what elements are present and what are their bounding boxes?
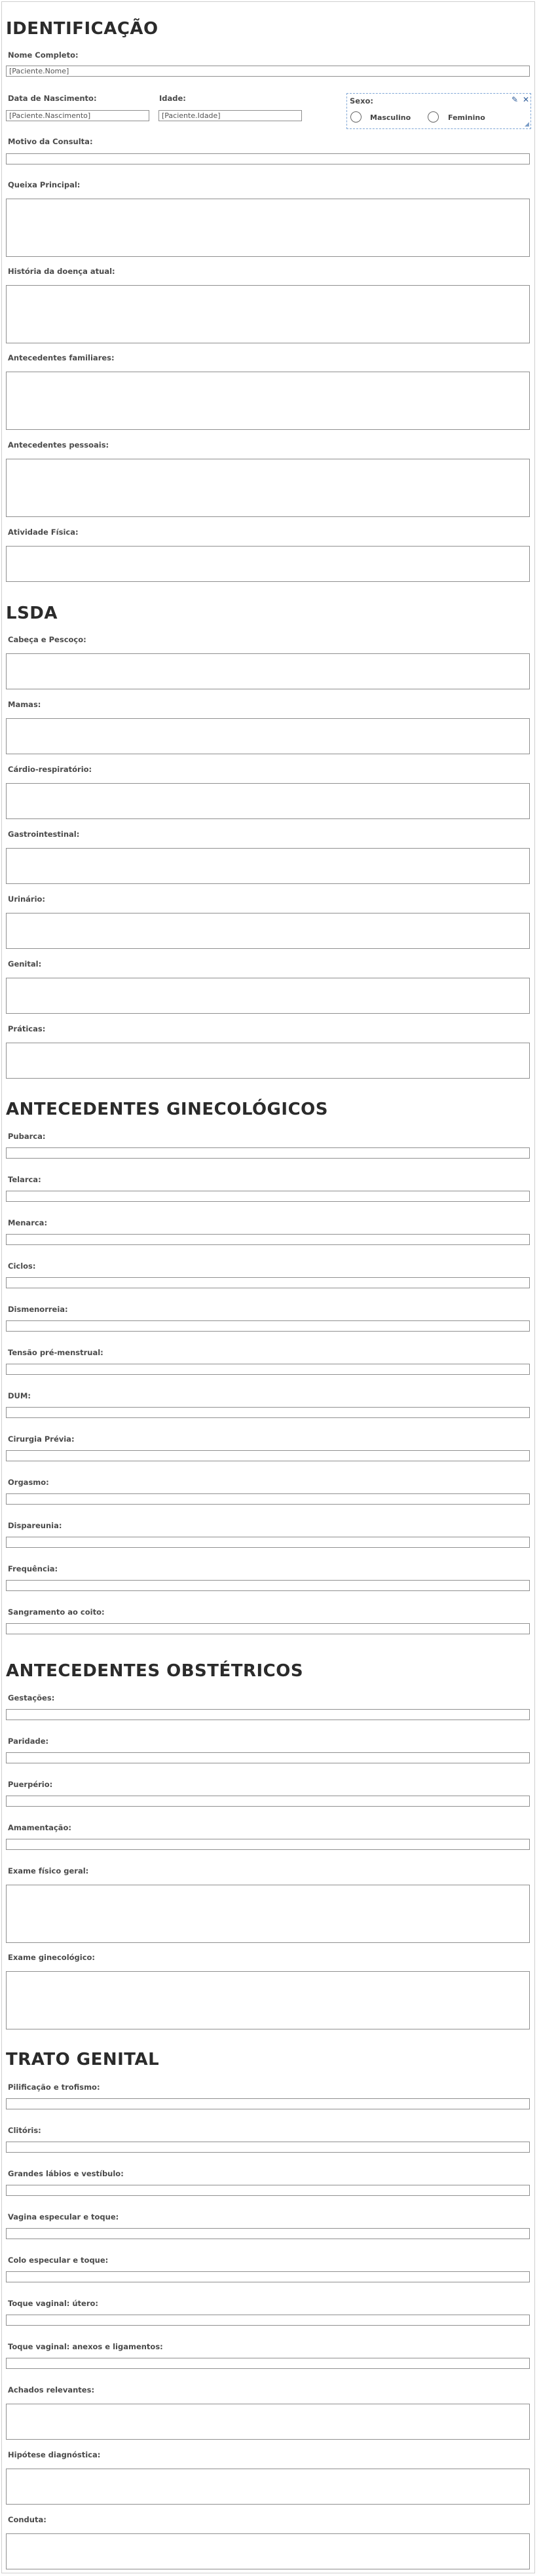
radio-feminino[interactable] — [428, 111, 439, 123]
hipotese-label: Hipótese diagnóstica: — [8, 2450, 101, 2459]
section-title-lsda: LSDA — [6, 604, 58, 623]
gineco-label: Dispareunia: — [8, 1521, 62, 1530]
historia-label: História da doença atual: — [8, 267, 115, 276]
radio-masculino-label: Masculino — [370, 113, 411, 122]
obstetricos-field[interactable] — [6, 1839, 530, 1850]
lsda-label: Urinário: — [8, 894, 46, 904]
lsda-textarea[interactable] — [6, 978, 530, 1014]
trato-label: Pilificação e trofismo: — [8, 2083, 100, 2092]
nascimento-label: Data de Nascimento: — [8, 94, 97, 103]
conduta-textarea[interactable] — [6, 2533, 530, 2569]
achados-textarea[interactable] — [6, 2404, 530, 2440]
gineco-field[interactable] — [6, 1537, 530, 1548]
obstetricos-field[interactable] — [6, 1752, 530, 1763]
gineco-field[interactable] — [6, 1320, 530, 1332]
gineco-field[interactable] — [6, 1147, 530, 1159]
trato-field[interactable] — [6, 2271, 530, 2282]
gineco-field[interactable] — [6, 1580, 530, 1591]
obstetricos-label: Gestações: — [8, 1693, 55, 1702]
section-title-obstetricos: ANTECEDENTES OBSTÉTRICOS — [6, 1661, 304, 1681]
section-title-identificacao: IDENTIFICAÇÃO — [6, 19, 158, 39]
gineco-label: Pubarca: — [8, 1132, 46, 1141]
queixa-label: Queixa Principal: — [8, 180, 81, 189]
obstetricos-label: Puerpério: — [8, 1780, 53, 1789]
lsda-textarea[interactable] — [6, 913, 530, 949]
trato-label: Clitóris: — [8, 2126, 41, 2135]
idade-field[interactable]: [Paciente.Idade] — [158, 110, 302, 121]
resize-handle-icon[interactable]: ◢ — [525, 121, 529, 128]
section-title-trato: TRATO GENITAL — [6, 2050, 160, 2069]
edit-icon[interactable]: ✎ — [511, 95, 519, 104]
gineco-label: Cirurgia Prévia: — [8, 1434, 75, 1444]
sexo-group — [346, 93, 531, 129]
nome-field[interactable]: [Paciente.Nome] — [6, 66, 530, 77]
gineco-label: Sangramento ao coito: — [8, 1607, 105, 1617]
gineco-label: Menarca: — [8, 1218, 48, 1227]
gineco-label: Ciclos: — [8, 1261, 36, 1271]
gineco-label: Tensão pré-menstrual: — [8, 1348, 103, 1357]
lsda-textarea[interactable] — [6, 783, 530, 819]
gineco-field[interactable] — [6, 1450, 530, 1461]
trato-field[interactable] — [6, 2315, 530, 2326]
gineco-field[interactable] — [6, 1407, 530, 1418]
obstetricos-field[interactable] — [6, 1796, 530, 1807]
trato-label: Toque vaginal: anexos e ligamentos: — [8, 2342, 163, 2351]
gineco-field[interactable] — [6, 1623, 530, 1634]
gineco-label: Orgasmo: — [8, 1478, 49, 1487]
lsda-label: Gastrointestinal: — [8, 830, 80, 839]
trato-field[interactable] — [6, 2142, 530, 2153]
obstetricos-field[interactable] — [6, 1709, 530, 1720]
atividade-textarea[interactable] — [6, 546, 530, 582]
lsda-label: Práticas: — [8, 1024, 46, 1033]
gineco-label: Dismenorreia: — [8, 1305, 68, 1314]
lsda-textarea[interactable] — [6, 718, 530, 754]
exame-gineco-textarea[interactable] — [6, 1971, 530, 2029]
hipotese-textarea[interactable] — [6, 2469, 530, 2505]
radio-masculino[interactable] — [350, 111, 362, 123]
lsda-textarea[interactable] — [6, 848, 530, 884]
trato-label: Grandes lábios e vestíbulo: — [8, 2169, 124, 2178]
familiares-textarea[interactable] — [6, 372, 530, 430]
historia-textarea[interactable] — [6, 285, 530, 343]
pessoais-label: Antecedentes pessoais: — [8, 440, 109, 450]
exame-geral-label: Exame físico geral: — [8, 1866, 89, 1875]
queixa-textarea[interactable] — [6, 199, 530, 257]
familiares-label: Antecedentes familiares: — [8, 353, 115, 362]
gineco-label: Telarca: — [8, 1175, 41, 1184]
exame-geral-textarea[interactable] — [6, 1885, 530, 1943]
achados-label: Achados relevantes: — [8, 2385, 95, 2394]
trato-label: Toque vaginal: útero: — [8, 2299, 99, 2308]
pessoais-textarea[interactable] — [6, 459, 530, 517]
obstetricos-label: Amamentação: — [8, 1823, 71, 1832]
gineco-field[interactable] — [6, 1277, 530, 1288]
gineco-field[interactable] — [6, 1191, 530, 1202]
trato-label: Colo especular e toque: — [8, 2256, 109, 2265]
gineco-field[interactable] — [6, 1493, 530, 1505]
form-page — [1, 1, 535, 2573]
motivo-field[interactable] — [6, 153, 530, 164]
sexo-label: Sexo: — [350, 96, 373, 106]
lsda-label: Cárdio-respiratório: — [8, 765, 92, 774]
conduta-label: Conduta: — [8, 2515, 46, 2524]
lsda-label: Genital: — [8, 959, 42, 969]
lsda-label: Mamas: — [8, 700, 41, 709]
nome-label: Nome Completo: — [8, 50, 79, 60]
trato-field[interactable] — [6, 2228, 530, 2239]
obstetricos-label: Paridade: — [8, 1737, 49, 1746]
atividade-label: Atividade Física: — [8, 528, 79, 537]
idade-label: Idade: — [159, 94, 186, 103]
section-title-gineco: ANTECEDENTES GINECOLÓGICOS — [6, 1100, 328, 1119]
lsda-label: Cabeça e Pescoço: — [8, 635, 86, 644]
exame-gineco-label: Exame ginecológico: — [8, 1953, 96, 1962]
gineco-field[interactable] — [6, 1364, 530, 1375]
lsda-textarea[interactable] — [6, 653, 530, 689]
nascimento-field[interactable]: [Paciente.Nascimento] — [6, 110, 149, 121]
radio-feminino-label: Feminino — [448, 113, 485, 122]
motivo-label: Motivo da Consulta: — [8, 137, 93, 146]
trato-field[interactable] — [6, 2358, 530, 2369]
gineco-label: Frequência: — [8, 1564, 58, 1573]
trato-field[interactable] — [6, 2185, 530, 2196]
lsda-textarea[interactable] — [6, 1043, 530, 1079]
trato-field[interactable] — [6, 2098, 530, 2109]
gineco-field[interactable] — [6, 1234, 530, 1245]
close-icon[interactable]: ✕ — [523, 95, 530, 104]
trato-label: Vagina especular e toque: — [8, 2212, 119, 2221]
gineco-label: DUM: — [8, 1391, 31, 1400]
